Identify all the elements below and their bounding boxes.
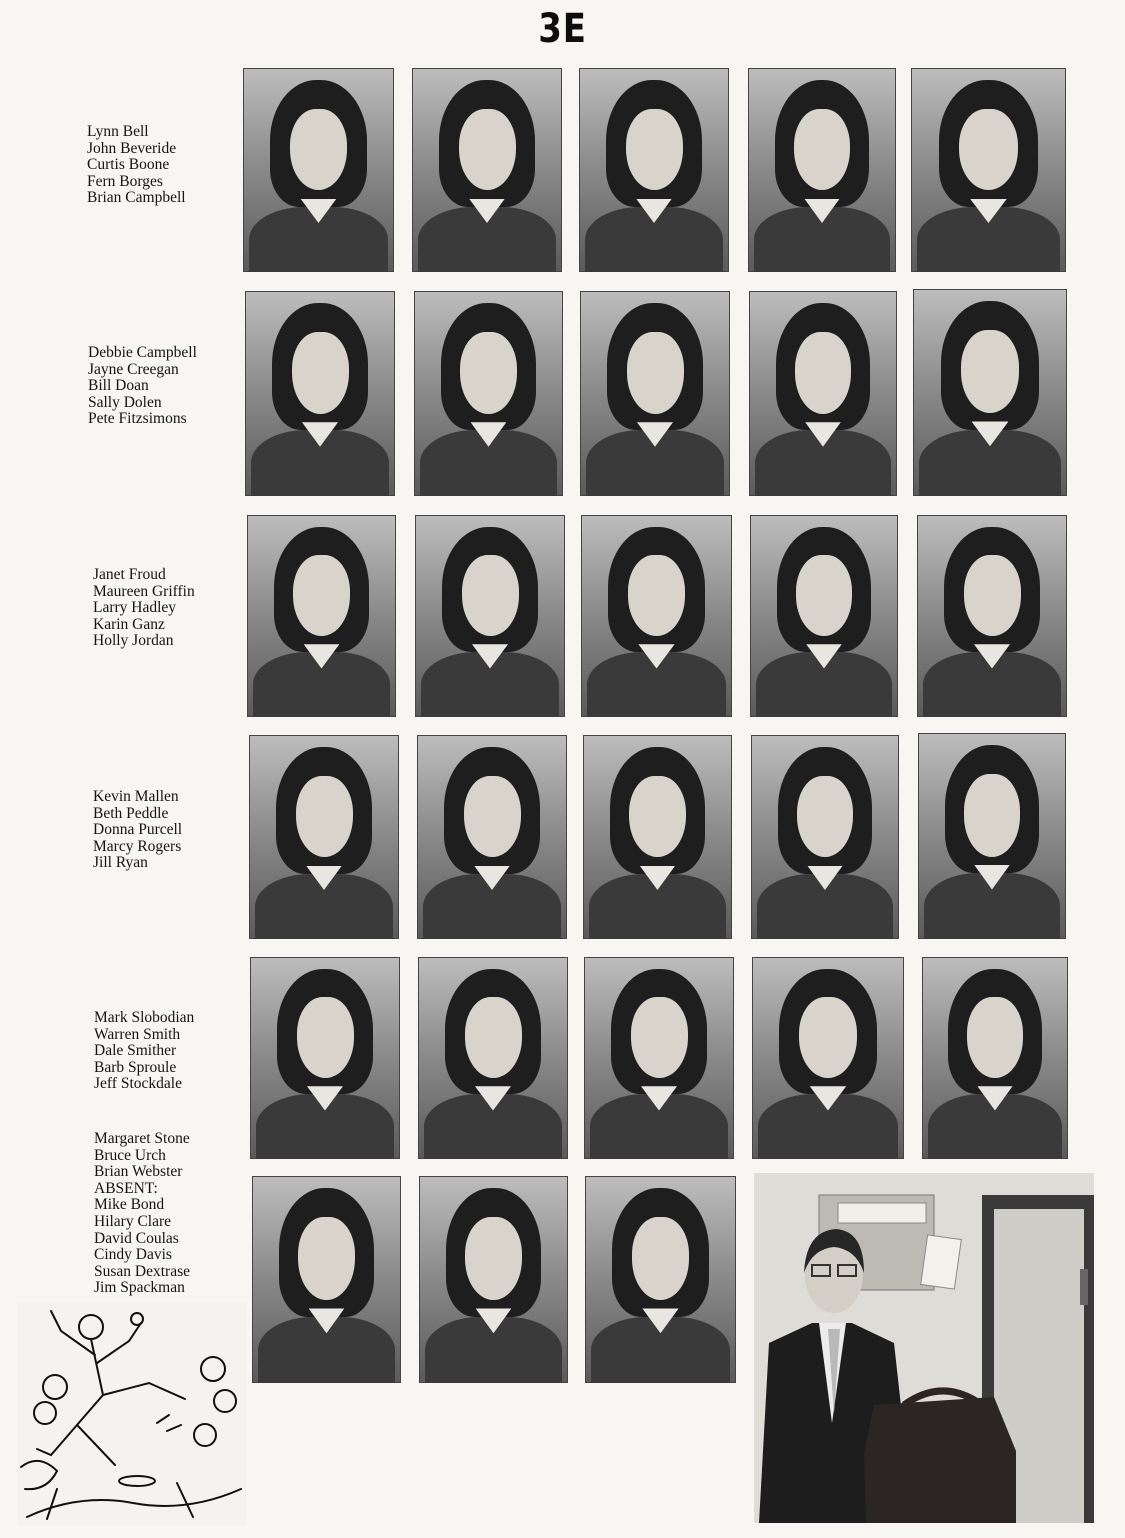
student-portrait	[749, 291, 897, 496]
student-portrait	[585, 1176, 736, 1383]
name: Holly Jordan	[93, 632, 174, 650]
name: Jill Ryan	[93, 854, 148, 872]
student-portrait	[917, 515, 1067, 717]
party-cartoon-icon	[17, 1303, 247, 1525]
name-list-row-6	[94, 1131, 190, 1297]
student-portrait	[245, 291, 395, 496]
student-portrait	[243, 68, 394, 272]
name: Lynn Bell	[87, 123, 149, 140]
name: Bruce Urch	[94, 1146, 166, 1164]
student-portrait	[580, 291, 730, 496]
name: David Coulas	[94, 1229, 179, 1247]
name: John Beveride	[87, 139, 177, 157]
name: Brian Webster	[94, 1163, 183, 1181]
page-title: 3E	[538, 6, 587, 52]
name: Donna Purcell	[93, 821, 183, 839]
teacher-photo-scene-icon	[754, 1173, 1094, 1523]
student-portrait	[252, 1176, 401, 1383]
name: Brian Campbell	[87, 189, 186, 207]
student-portrait	[250, 957, 400, 1159]
student-portrait	[584, 957, 734, 1159]
name: Margaret Stone	[94, 1130, 190, 1147]
teacher-photo	[754, 1173, 1094, 1523]
student-portrait	[417, 735, 567, 939]
student-portrait	[418, 957, 568, 1159]
name-list-row-5	[94, 1010, 194, 1093]
name-list-row-2	[88, 345, 197, 428]
name: Marcy Rogers	[93, 837, 182, 855]
student-portrait	[750, 515, 898, 717]
name: Debbie Campbell	[88, 344, 197, 361]
name: Beth Peddle	[93, 804, 169, 822]
name-list-row-3	[93, 567, 195, 650]
student-portrait	[581, 515, 732, 717]
name: Cindy Davis	[94, 1246, 172, 1264]
name: Barb Sproule	[94, 1058, 177, 1076]
name: Hilary Clare	[94, 1212, 172, 1230]
student-portrait	[419, 1176, 568, 1383]
student-portrait	[415, 515, 565, 717]
student-portrait	[748, 68, 896, 272]
absent-heading: ABSENT:	[94, 1179, 158, 1197]
name: Jim Spackman	[94, 1279, 185, 1297]
party-cartoon-drawing	[17, 1303, 247, 1525]
name: Bill Doan	[88, 377, 149, 395]
student-portrait	[579, 68, 729, 272]
student-portrait	[922, 957, 1068, 1159]
name: Jayne Creegan	[88, 360, 179, 378]
name-list-row-4	[93, 789, 182, 872]
name: Curtis Boone	[87, 156, 170, 174]
name: Janet Froud	[93, 566, 166, 583]
name-list-row-1	[87, 124, 186, 207]
name: Mark Slobodian	[94, 1009, 195, 1026]
student-portrait	[247, 515, 396, 717]
student-portrait	[911, 68, 1066, 272]
name: Dale Smither	[94, 1042, 177, 1060]
name: Jeff Stockdale	[94, 1075, 182, 1093]
student-portrait	[751, 735, 899, 939]
student-portrait	[414, 291, 563, 496]
name: Maureen Griffin	[93, 582, 195, 600]
student-portrait	[752, 957, 904, 1159]
name: Fern Borges	[87, 172, 163, 190]
name: Mike Bond	[94, 1196, 165, 1214]
student-portrait	[412, 68, 562, 272]
name: Susan Dextrase	[94, 1262, 190, 1280]
name: Kevin Mallen	[93, 788, 179, 805]
name: Karin Ganz	[93, 615, 165, 633]
name: Warren Smith	[94, 1025, 181, 1043]
student-portrait	[249, 735, 399, 939]
name: Sally Dolen	[88, 393, 162, 411]
name: Pete Fitzsimons	[88, 410, 187, 428]
student-portrait	[918, 733, 1066, 939]
student-portrait	[913, 289, 1067, 496]
student-portrait	[583, 735, 732, 939]
name: Larry Hadley	[93, 599, 177, 617]
